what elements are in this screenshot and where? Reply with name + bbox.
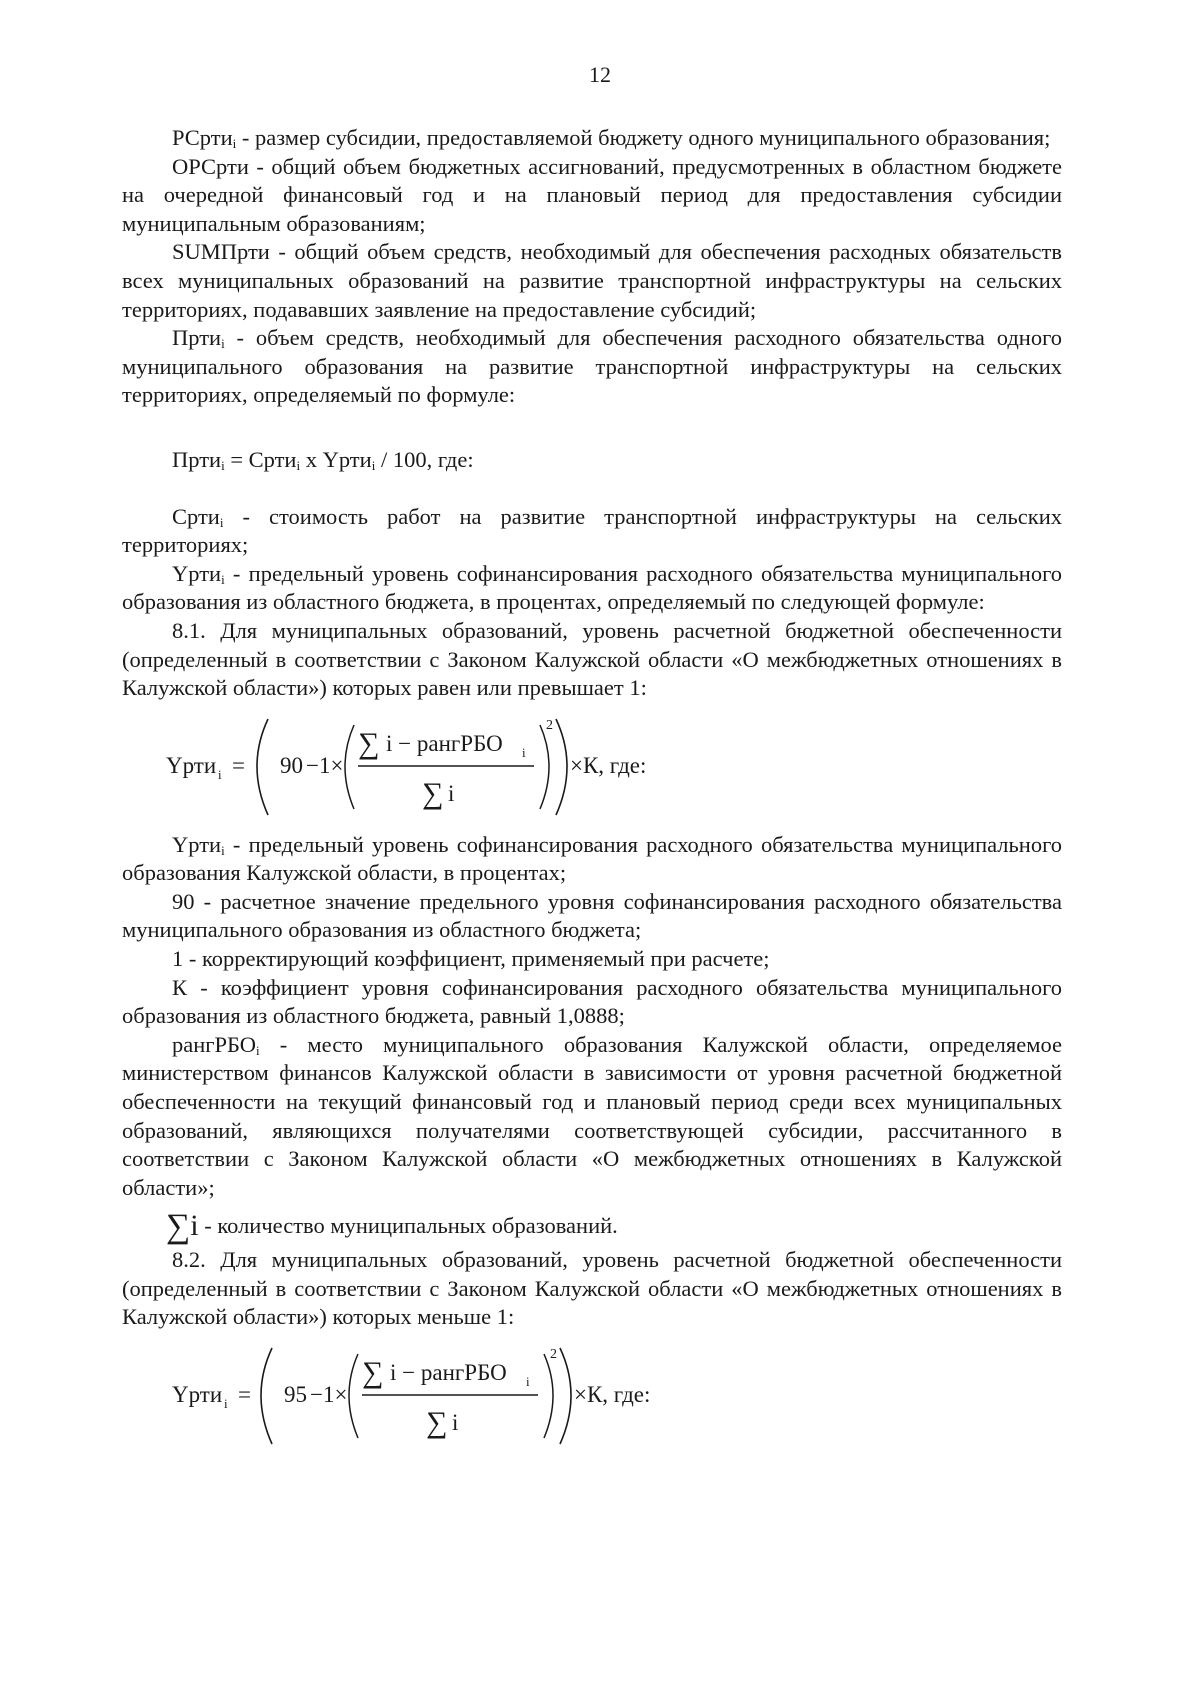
term-subscript: i [221, 571, 225, 587]
numerator-text: i − рангРБО [390, 1359, 507, 1385]
paragraph-sum-i [122, 1208, 1062, 1246]
formula-base: 90 [280, 752, 303, 778]
formula-minus-one: −1× [306, 752, 344, 778]
formula-subscript: i [296, 457, 301, 473]
power: 2 [546, 717, 553, 733]
paragraph-orsrti: ОРСрти - общий объем бюджетных ассигнований, предусмотренных в областном бюджете на очередной финансовый год и на плановый период для предоставления субсидии муниципальным образованиям; [122, 153, 1062, 236]
paragraph-90: 90 - расчетное значение предельного уровня софинансирования расходного обязательства муниципального образования из областного бюджета; [122, 888, 1062, 943]
term-subscript: i [221, 336, 225, 352]
numerator-sub: i [522, 744, 526, 760]
formula-8-2 [122, 1340, 1062, 1450]
paragraph-k: К - коэффициент уровня софинансирования расходного обязательства муниципального образования из областного бюджета, равный 1,0888; [122, 974, 1062, 1029]
term-subscript: i [232, 136, 237, 151]
formula-lhs-sub: i [218, 766, 222, 782]
formula-part: Прти [172, 446, 222, 472]
numerator-text: i − рангРБО [386, 730, 503, 756]
term: РСрти [172, 125, 233, 150]
term-subscript: i [221, 842, 225, 858]
denominator-text: i [448, 780, 455, 806]
term-subscript: i [256, 1042, 260, 1058]
definition-text: - количество муниципальных образований. [198, 1213, 618, 1239]
term-subscript: i [219, 514, 224, 530]
definition-text: - стоимость работ на развитие транспортной инфраструктуры на сельских территориях; [122, 503, 1062, 558]
numerator-sum-symbol: ∑ [362, 1355, 384, 1389]
big-left-paren [257, 719, 268, 815]
big-left-paren [261, 1348, 272, 1444]
formula-equals: = [232, 752, 245, 778]
sum-index: i [190, 1209, 199, 1243]
big-right-paren [560, 1348, 571, 1444]
formula-tail: ×К, где: [574, 1381, 651, 1407]
formula-lhs: Yрти [172, 1381, 223, 1407]
formula-prti [122, 446, 1062, 475]
formula-part: = Срти [224, 446, 297, 472]
term: Yрти [172, 560, 222, 586]
inner-left-paren [345, 725, 354, 809]
definition-text: - место муниципального образования Калужской области, определяемое министерством финансов Калужской области в зависимости от уровня расчетной бюджетной обеспеченности на текущий финансовый год и плановый период среди всех муниципальных образований, являющихся получателями соответствующей субсидии, рассчитанного в соответствии с Законом Калужской области «О межбюджетных отношениях в Калужской области»; [122, 1031, 1062, 1200]
formula-8-1 [122, 711, 1062, 821]
denominator-text: i [452, 1409, 459, 1435]
definition-text: - предельный уровень софинансирования расходного обязательства муниципального образования из областного бюджета, в процентах, определяемый по следующей формуле: [122, 560, 1062, 615]
paragraph-rsrti [122, 124, 1062, 153]
denominator-sum-symbol: ∑ [426, 1405, 448, 1439]
formula-base: 95 [284, 1381, 307, 1407]
formula-lhs-sub: i [224, 1395, 228, 1411]
formula-8-1-graphic [122, 711, 1062, 821]
document-body [122, 124, 1062, 1460]
page-number: 12 [589, 62, 611, 87]
formula-lhs: Yрти [166, 752, 217, 778]
formula-part: х Yрти [300, 446, 372, 472]
paragraph-rangrbo [122, 1031, 1062, 1203]
term: Yрти [172, 831, 222, 857]
paragraph-sumprti: SUMПрти - общий объем средств, необходимый для обеспечения расходных обязательств всех муниципальных образований на развитие транспортной инфраструктуры на сельских территориях, подававших заявление на предоставление субсидий; [122, 239, 1062, 322]
big-right-paren [556, 719, 567, 815]
formula-equals: = [238, 1381, 251, 1407]
formula-subscript: i [371, 457, 376, 473]
formula-8-2-graphic [122, 1340, 1062, 1450]
power: 2 [550, 1346, 557, 1362]
denominator-sum-symbol: ∑ [422, 776, 444, 810]
paragraph-yrti-def [122, 831, 1062, 888]
inner-right-paren [544, 1354, 553, 1438]
paragraph-yrti [122, 560, 1062, 617]
formula-subscript: i [221, 457, 225, 473]
definition-text: - объем средств, необходимый для обеспечения расходного обязательства одного муниципального образования на развитие транспортной инфраструктуры на сельских территориях, определяемый по формуле: [122, 325, 1062, 408]
paragraph-srti [122, 503, 1062, 560]
sum-symbol: ∑ [166, 1208, 191, 1246]
numerator-sum-symbol: ∑ [358, 726, 380, 760]
inner-right-paren [540, 725, 549, 809]
formula-minus-one: −1× [310, 1381, 348, 1407]
term: Прти [172, 325, 222, 351]
paragraph-8-1: 8.1. Для муниципальных образований, уровень расчетной бюджетной обеспеченности (определенный в соответствии с Законом Калужской области «О межбюджетных отношениях в Калужской области») которых равен или превышает 1: [122, 617, 1062, 701]
term: Срти [172, 503, 220, 529]
formula-part: / 100, где: [375, 446, 474, 472]
paragraph-8-2: 8.2. Для муниципальных образований, уровень расчетной бюджетной обеспеченности (определенный в соответствии с Законом Калужской области «О межбюджетных отношениях в Калужской области») которых меньше 1: [122, 1247, 1062, 1330]
definition-text: - размер субсидии, предоставляемой бюджету одного муниципального образования; [236, 125, 1051, 150]
formula-tail: ×К, где: [570, 752, 647, 778]
paragraph-prti [122, 324, 1062, 410]
numerator-sub: i [526, 1373, 530, 1389]
paragraph-1: 1 - корректирующий коэффициент, применяемый при расчете; [172, 946, 770, 972]
term: рангРБО [172, 1031, 257, 1057]
inner-left-paren [349, 1354, 358, 1438]
definition-text: - предельный уровень софинансирования расходного обязательства муниципального образования Калужской области, в процентах; [122, 831, 1062, 886]
